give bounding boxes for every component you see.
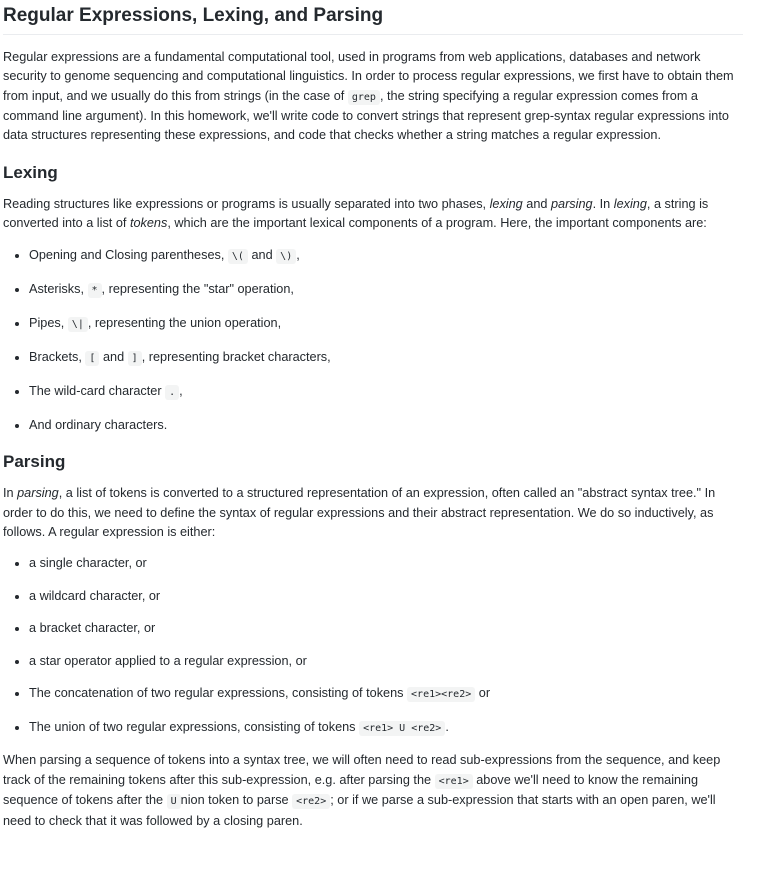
parsing-paragraph-2 bbox=[3, 751, 743, 831]
parsing-text: When parsing a sequence of tokens into a syntax tree, we will often need to read sub-expressions from the sequence, and keep track of the remaining tokens after this sub-expression, e.g. after parsing the bbox=[3, 753, 721, 787]
lexing-text: . In bbox=[592, 197, 614, 212]
code-asterisk: * bbox=[88, 283, 102, 298]
list-text: , bbox=[179, 383, 183, 398]
code-close-paren: \) bbox=[276, 249, 296, 264]
lexing-text: and bbox=[522, 197, 551, 212]
list-text: Opening and Closing parentheses, bbox=[29, 247, 228, 262]
code-grep: grep bbox=[348, 90, 380, 105]
list-text: and bbox=[99, 349, 128, 364]
list-item bbox=[29, 718, 743, 738]
parsing-text: In bbox=[3, 486, 18, 501]
list-item bbox=[29, 554, 743, 573]
list-text: The union of two regular expressions, consisting of tokens bbox=[29, 719, 360, 734]
intro-text-2: , the string specifying a regular expression comes from a command line argument). In this homework, we'll write code to convert strings that represent grep-syntax regular expressions into data structures representing these expressions, and code that checks whether a string matches a regular expression. bbox=[3, 88, 729, 143]
list-text: And ordinary characters. bbox=[29, 417, 168, 432]
page-title: Regular Expressions, Lexing, and Parsing bbox=[3, 4, 743, 35]
list-text: The concatenation of two regular expressions, consisting of tokens bbox=[29, 686, 408, 701]
list-text: Brackets, bbox=[29, 349, 86, 364]
lexing-emphasis: lexing bbox=[613, 197, 647, 212]
list-text: a star operator applied to a regular expression, or bbox=[29, 653, 307, 668]
list-text: , representing bracket characters, bbox=[141, 349, 331, 364]
parsing-text: above we'll need to know the remaining sequence of tokens after the bbox=[3, 772, 699, 808]
list-text: , representing the union operation, bbox=[87, 315, 282, 330]
list-text: Asterisks, bbox=[29, 281, 88, 296]
list-text: , representing the "star" operation, bbox=[101, 281, 294, 296]
list-item bbox=[29, 348, 743, 368]
parsing-paragraph bbox=[3, 484, 743, 542]
lexing-emphasis: lexing bbox=[489, 197, 523, 212]
section-heading-lexing: Lexing bbox=[3, 162, 58, 182]
list-text: a bracket character, or bbox=[29, 621, 156, 636]
list-text: or bbox=[475, 686, 491, 701]
list-text: Pipes, bbox=[29, 315, 68, 330]
section-heading-parsing: Parsing bbox=[3, 451, 66, 471]
lexing-paragraph bbox=[3, 195, 743, 234]
token-list bbox=[3, 246, 743, 435]
list-item bbox=[29, 314, 743, 334]
list-item bbox=[29, 416, 743, 435]
list-text: a single character, or bbox=[29, 556, 147, 571]
list-text: . bbox=[445, 719, 449, 734]
lexing-emphasis: tokens bbox=[129, 216, 168, 231]
list-item bbox=[29, 246, 743, 266]
list-text: , bbox=[296, 247, 300, 262]
code-pipe: \| bbox=[68, 317, 88, 332]
code-open-paren: \( bbox=[228, 249, 248, 264]
code-close-bracket: ] bbox=[128, 351, 142, 366]
parsing-text: nion token to parse bbox=[180, 793, 293, 808]
list-text: The wild-card character bbox=[29, 383, 166, 398]
list-item bbox=[29, 619, 743, 638]
list-item bbox=[29, 587, 743, 606]
list-text: and bbox=[247, 247, 277, 262]
code-wildcard: . bbox=[165, 385, 179, 400]
list-item bbox=[29, 652, 743, 671]
code-re2: <re2> bbox=[292, 794, 330, 809]
code-union: <re1> U <re2> bbox=[359, 721, 445, 736]
list-item bbox=[29, 684, 743, 704]
lexing-text: , which are the important lexical components of a program. Here, the important components are: bbox=[167, 216, 707, 231]
lexing-emphasis: parsing bbox=[550, 197, 593, 212]
list-text: a wildcard character, or bbox=[29, 588, 161, 603]
lexing-text: Reading structures like expressions or programs is usually separated into two phases, bbox=[3, 197, 490, 212]
code-open-bracket: [ bbox=[85, 351, 99, 366]
code-concatenation: <re1><re2> bbox=[407, 687, 475, 702]
parsing-text: , a list of tokens is converted to a structured representation of an expression, often called an "abstract syntax tree." In order to do this, we need to define the syntax of regular expressions and their abstract representation. We do so inductively, as follows. A regular expression is either: bbox=[3, 486, 716, 539]
code-re1: <re1> bbox=[435, 774, 473, 789]
list-item bbox=[29, 280, 743, 300]
list-item bbox=[29, 382, 743, 402]
code-union-token: U bbox=[167, 794, 181, 809]
intro-text-1: Regular expressions are a fundamental computational tool, used in programs from web applications, databases and network security to genome sequencing and computational linguistics. In order to process regular expressions, we first have to obtain them from input, and we usually do this from strings (in the case of bbox=[3, 49, 734, 103]
parsing-emphasis: parsing bbox=[17, 486, 59, 501]
intro-paragraph bbox=[3, 48, 743, 146]
parsing-text: ; or if we parse a sub-expression that starts with an open paren, we'll need to check that it was followed by a closing paren. bbox=[3, 793, 716, 828]
regex-definition-list bbox=[3, 554, 743, 738]
lexing-text: , a string is converted into a list of bbox=[3, 197, 709, 231]
